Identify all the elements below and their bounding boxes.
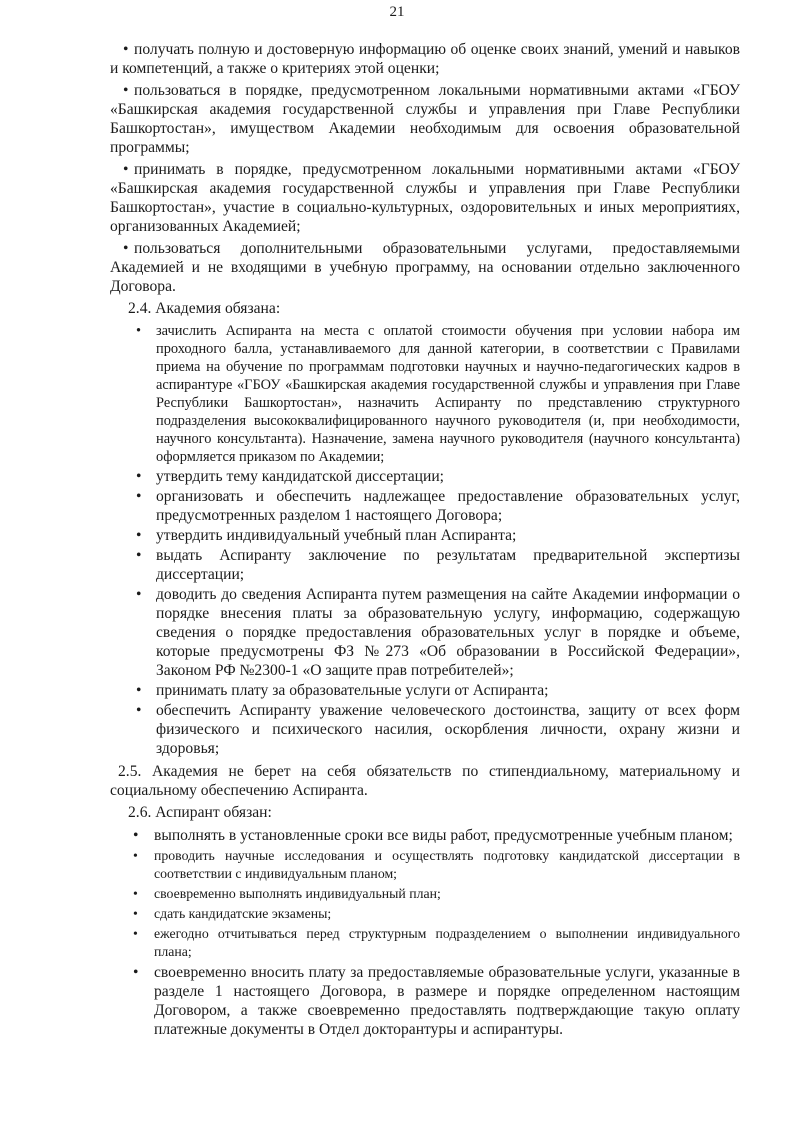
bullet-icon: • [136, 682, 142, 699]
bullet-icon: • [136, 702, 142, 719]
document-body [110, 40, 740, 1041]
bullet-icon: • [123, 240, 129, 257]
bullet-icon: • [136, 586, 142, 603]
list-item: • выдать Аспиранту заключение по результатам предварительной экспертизы диссертации; [136, 547, 740, 583]
list-item: • доводить до сведения Аспиранта путем размещения на сайте Академии информации о порядке внесения платы за образовательную услугу, информацию, содержащую сведения о порядке предоставления образовательных услуг в порядке и объеме, которые предусмотрены ФЗ №273 «Об образовании в Российской Федерации», Законом РФ №2300-1 «О защите прав потребителей»; [136, 586, 740, 679]
list-item: • ежегодно отчитываться перед структурным подразделением о выполнении индивидуального плана; [133, 926, 740, 959]
section-2-5-paragraph: 2.5. Академия не берет на себя обязательств по стипендиальному, материальному и социальному обеспечению Аспиранта. [110, 763, 740, 799]
bullet-icon: • [133, 926, 138, 941]
list-item: • сдать кандидатские экзамены; [133, 906, 332, 921]
list-item: • получать полную и достоверную информацию об оценке своих знаний, умений и навыков и компетенций, а также о критериях этой оценки; [110, 41, 740, 77]
list-item: • пользоваться дополнительными образовательными услугами, предоставляемыми Академией и не входящими в учебную программу, на основании отдельно заключенного Договора. [110, 240, 740, 295]
bullet-icon: • [136, 547, 142, 564]
bullet-icon: • [133, 886, 138, 901]
bullet-icon: • [136, 488, 142, 505]
list-item: • своевременно выполнять индивидуальный план; [133, 886, 441, 901]
list-item: • обеспечить Аспиранту уважение человеческого достоинства, защиту от всех форм физического и психического насилия, оскорбления личности, охрану жизни и здоровья; [136, 702, 740, 757]
list-item: • утвердить индивидуальный учебный план Аспиранта; [136, 527, 517, 544]
list-item: • принимать в порядке, предусмотренном локальными нормативными актами «ГБОУ «Башкирская академия государственной службы и управления при Главе Республики Башкортостан», участие в социально-культурных, оздоровительных и иных мероприятиях, организованных Академией; [110, 161, 740, 235]
list-item: • проводить научные исследования и осуществлять подготовку кандидатской диссертации в соответствии с индивидуальным планом; [133, 848, 740, 881]
student-obligations-list [110, 826, 740, 1039]
list-item: • выполнять в установленные сроки все виды работ, предусмотренные учебным планом; [133, 827, 733, 844]
rights-list [110, 40, 740, 296]
bullet-icon: • [123, 82, 129, 99]
bullet-icon: • [133, 848, 138, 863]
bullet-icon: • [133, 827, 139, 844]
bullet-icon: • [133, 906, 138, 921]
list-item: • принимать плату за образовательные услуги от Аспиранта; [136, 682, 549, 699]
list-item: • утвердить тему кандидатской диссертации; [136, 468, 445, 485]
list-item: • пользоваться в порядке, предусмотренном локальными нормативными актами «ГБОУ «Башкирская академия государственной службы и управления при Главе Республики Башкортостан», имуществом Академии необходимым для освоения образовательной программы; [110, 82, 740, 156]
bullet-icon: • [133, 964, 139, 981]
bullet-icon: • [136, 527, 142, 544]
section-2-6-heading: 2.6. Аспирант обязан: [128, 804, 272, 821]
bullet-icon: • [136, 468, 142, 485]
page-number: 21 [389, 4, 405, 20]
list-item: • организовать и обеспечить надлежащее предоставление образовательных услуг, предусмотренных разделом 1 настоящего Договора; [136, 488, 740, 524]
list-item: • своевременно вносить плату за предоставляемые образовательные услуги, указанные в разделе 1 настоящего Договора, в размере и порядке определенном настоящим Договором, а также своевременно предоставлять подтверждающие такую оплату платежные документы в Отдел докторантуры и аспирантуры. [133, 964, 740, 1038]
list-item: • зачислить Аспиранта на места с оплатой стоимости обучения при условии набора им проходного балла, устанавливаемого для данной категории, в соответствии с Правилами приема на обучение по программам подготовки научных и научно-педагогических кадров в аспирантуре «ГБОУ «Башкирская академия государственной службы и управления при Главе Республики Башкортостан», назначить Аспиранту по представлению структурного подразделения высококвалифицированного научного руководителя (и, при необходимости, научного консультанта). Назначение, замена научного руководителя (научного консультанта) оформляется приказом по Академии; [136, 323, 740, 465]
bullet-icon: • [136, 323, 142, 339]
academy-obligations-list [110, 322, 740, 758]
section-2-4-heading: 2.4. Академия обязана: [128, 300, 281, 317]
bullet-icon: • [123, 161, 129, 178]
bullet-icon: • [123, 41, 129, 58]
